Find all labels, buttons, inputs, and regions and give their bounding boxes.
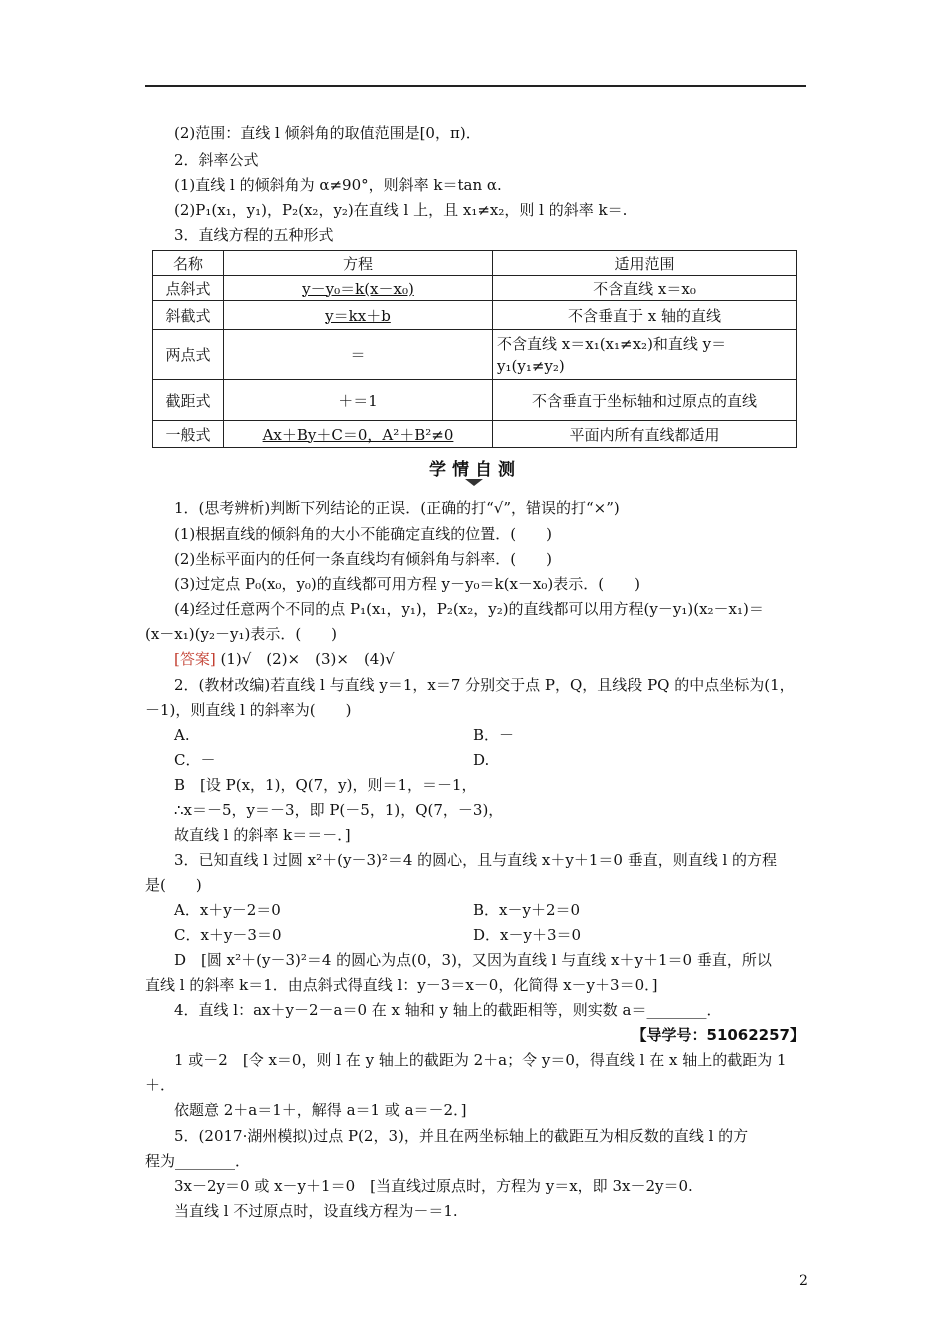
answer-label: [答案] [174, 650, 216, 668]
question-1-item-1: (1)根据直线的倾斜角的大小不能确定直线的位置．( ) [174, 525, 552, 543]
question-1-item-4-cont: (x－x₁)(y₂－y₁)表示．( ) [145, 625, 338, 643]
question-3-cont: 是( ) [145, 876, 202, 894]
table-row [153, 380, 797, 421]
row-scope: 平面内所有直线都适用 [493, 421, 797, 448]
row-equation: ＝ [224, 330, 493, 380]
question-4-solution-3: 依题意 2＋a＝1＋，解得 a＝1 或 a＝－2．] [174, 1101, 467, 1119]
question-2-solution-1: B [设 P(x，1)，Q(7，y)，则＝1，＝－1， [174, 776, 477, 794]
range-line: (2)范围：直线 l 倾斜角的取值范围是[0，π)． [174, 124, 481, 142]
header-rule [145, 85, 806, 87]
option-a: A. [174, 726, 190, 744]
row-name: 点斜式 [153, 276, 224, 301]
option-b: B．x－y＋2＝0 [473, 901, 581, 919]
row-name: 两点式 [153, 330, 224, 380]
question-1: 1．(思考辨析)判断下列结论的正误．(正确的打“√”，错误的打“×”) [174, 499, 620, 517]
question-3: 3．已知直线 l 过圆 x²＋(y－3)²＝4 的圆心，且与直线 x＋y＋1＝0 垂直，则直线 l 的方程 [174, 851, 778, 869]
row-equation: y－y₀＝k(x－x₀) [224, 276, 493, 301]
option-d: D．x－y＋3＝0 [473, 926, 582, 944]
question-1-item-3: (3)过定点 P₀(x₀，y₀)的直线都可用方程 y－y₀＝k(x－x₀)表示．( ) [174, 575, 640, 593]
header-name: 名称 [153, 251, 224, 276]
question-2-solution-3: 故直线 l 的斜率 k＝＝－．] [174, 826, 351, 844]
row-name: 一般式 [153, 421, 224, 448]
header-equation: 方程 [224, 251, 493, 276]
page-number: 2 [799, 1273, 808, 1289]
table-row [153, 301, 797, 330]
question-5-cont: 程为________． [145, 1152, 251, 1170]
section-banner: 学情自测 [429, 460, 521, 480]
question-5-solution-1: 3x－2y＝0 或 x－y＋1＝0 [当直线过原点时，方程为 y＝x，即 3x－2y＝0. [174, 1177, 693, 1195]
row-equation: ＋＝1 [224, 380, 493, 421]
question-1-item-4: (4)经过任意两个不同的点 P₁(x₁，y₁)，P₂(x₂，y₂)的直线都可以用方程(y－y₁)(x₂－x₁)＝ [174, 600, 764, 618]
question-3-solution-2: 直线 l 的斜率 k＝1．由点斜式得直线 l：y－3＝x－0，化简得 x－y＋3＝0．] [145, 976, 658, 994]
row-equation: y＝kx＋b [224, 301, 493, 330]
slope-formula-1: (1)直线 l 的倾斜角为 α≠90°，则斜率 k＝tan α. [174, 176, 502, 194]
question-2: 2．(教材改编)若直线 l 与直线 y＝1，x＝7 分别交于点 P，Q，且线段 PQ 的中点坐标为(1， [174, 676, 795, 694]
option-b: B．－ [473, 726, 515, 744]
question-4-solution-2: ＋． [145, 1076, 176, 1094]
row-name: 斜截式 [153, 301, 224, 330]
table-row [153, 276, 797, 301]
question-2-solution-2: ∴x＝－5，y＝－3，即 P(－5，1)，Q(7，－3)， [174, 801, 504, 819]
option-d: D. [473, 751, 490, 769]
table-header-row [153, 251, 797, 276]
guide-number: 【导学号：51062257】 [631, 1026, 805, 1044]
row-scope: 不含直线 x＝x₁(x₁≠x₂)和直线 y＝y₁(y₁≠y₂) [493, 330, 797, 380]
banner-triangle-icon [465, 479, 483, 486]
section-2-title: 2．斜率公式 [174, 151, 259, 169]
question-5-solution-2: 当直线 l 不过原点时，设直线方程为－＝1. [174, 1202, 458, 1220]
question-4: 4．直线 l：ax＋y－2－a＝0 在 x 轴和 y 轴上的截距相等，则实数 a＝________． [174, 1001, 722, 1019]
question-1-item-2: (2)坐标平面内的任何一条直线均有倾斜角与斜率．( ) [174, 550, 552, 568]
question-1-answer [174, 649, 395, 669]
answer-text: (1)√ (2)× (3)× (4)√ [220, 650, 395, 668]
table-row [153, 330, 797, 380]
option-c: C．－ [174, 751, 216, 769]
section-3-title: 3．直线方程的五种形式 [174, 226, 334, 244]
row-scope: 不含垂直于 x 轴的直线 [493, 301, 797, 330]
question-5: 5．(2017·湖州模拟)过点 P(2，3)，并且在两坐标轴上的截距互为相反数的直线 l 的方 [174, 1127, 749, 1145]
question-2-cont: －1)，则直线 l 的斜率为( ) [145, 701, 352, 719]
question-3-solution-1: D [圆 x²＋(y－3)²＝4 的圆心为点(0，3)，又因为直线 l 与直线 x＋y＋1＝0 垂直，所以 [174, 951, 772, 969]
option-a: A．x＋y－2＝0 [174, 901, 281, 919]
option-c: C．x＋y－3＝0 [174, 926, 282, 944]
row-scope: 不含垂直于坐标轴和过原点的直线 [493, 380, 797, 421]
row-name: 截距式 [153, 380, 224, 421]
row-equation: Ax＋By＋C＝0，A²＋B²≠0 [224, 421, 493, 448]
question-4-solution-1: 1 或－2 [令 x＝0，则 l 在 y 轴上的截距为 2＋a；令 y＝0，得直线 l 在 x 轴上的截距为 1 [174, 1051, 787, 1069]
row-scope: 不含直线 x＝x₀ [493, 276, 797, 301]
table-row [153, 421, 797, 448]
line-equation-table [152, 250, 797, 448]
header-scope: 适用范围 [493, 251, 797, 276]
slope-formula-2: (2)P₁(x₁，y₁)，P₂(x₂，y₂)在直线 l 上，且 x₁≠x₂，则 l 的斜率 k＝. [174, 201, 628, 219]
